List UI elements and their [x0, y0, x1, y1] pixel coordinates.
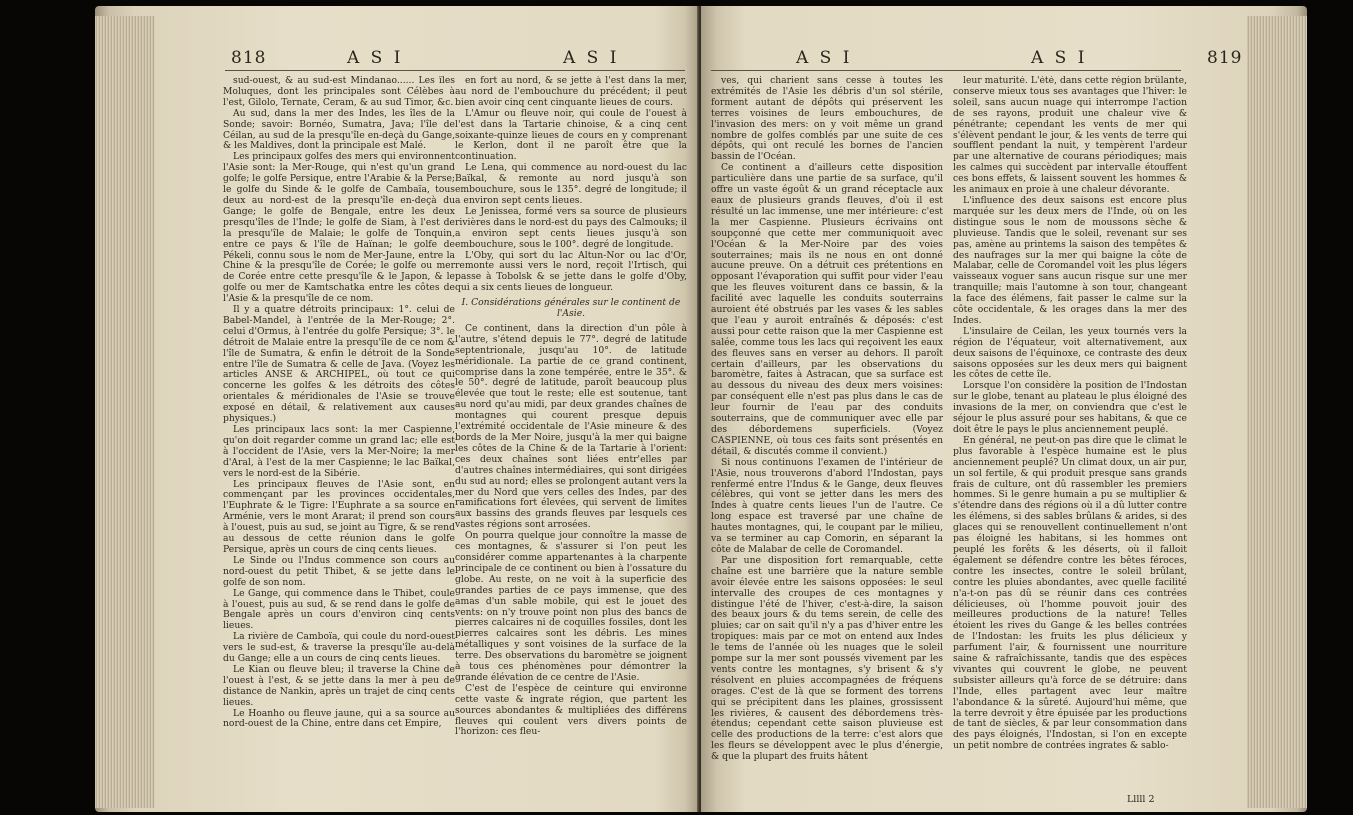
- paragraph: On pourra quelque jour connoître la masse de ces montagnes, & s'assurer si l'on peut les considérer comme appartenantes à la charpente principale de ce continent ou bien à l'ossature du globe. Au reste, on ne voit à la superficie des grandes parties de ce pays immense, que des amas d'un sable mobile, qui est le jouet des vents: on n'y trouve point non plus des bancs de pierres calcaires ni de coquilles fossiles, dont les pierres calcaires sont les débris. Les mines métalliques y sont voisines de la surface de la terre. Des observations du baromètre se joignent à tous ces phénomènes pour démontrer la grande élévation de ce centre de l'Asie.: [455, 530, 687, 683]
- left-page: [95, 6, 699, 812]
- paragraph: Au sud, dans la mer des Indes, les îles de la Sonde; savoir: Bornéo, Sumatra, Java; l'île de Céilan, au sud de la presqu'île en-deçà du Gange, & les Maldives, dont la principale est Malé.: [223, 107, 455, 152]
- paragraph: Il y a quatre détroits principaux: 1°. celui de Babel-Mandel, à l'entrée de la Mer-Rouge; 2°. celui d'Ormus, à l'entrée du golfe Persique; 3°. le détroit de Malaie entre la presqu'île de ce nom & l'île de Sumatra, & enfin le détroit de la Sonde entre l'île de Sumatra & celle de Java. (Voyez les articles ANSE & ARCHIPEL, où tout ce qui concerne les golfes & les détroits des côtes orientales & méridionales de l'Asie se trouve exposé en détail, & relativement aux causes physiques.): [223, 304, 455, 425]
- right-column-1: [711, 76, 943, 796]
- paragraph: Les principaux lacs sont: la mer Caspienne, qu'on doit regarder comme un grand lac; elle est à l'occident de l'Asie, vers la Mer-Noire; la mer d'Aral, à l'est de la mer Caspienne; le lac Baïkal, vers le nord-est de la Sibérie.: [223, 424, 455, 479]
- paragraph: en fort au nord, & se jette à l'est dans la mer, au nord de l'embouchure du précédent; il peut bien avoir cinq cent cinquante lieues de cours.: [455, 76, 687, 108]
- paragraph: sud-ouest, & au sud-est Mindanao...... Les îles Moluques, dont les principales sont Célèbes à l'est, Gilolo, Ternate, Ceram, & au sud Timor, &c.: [223, 76, 455, 108]
- paragraph: Le Hoanho ou fleuve jaune, qui a sa source au nord-ouest de la Chine, entre dans cet Empire,: [223, 707, 455, 730]
- running-head-left-1: A S I: [347, 48, 404, 68]
- page-edges-right: [1247, 16, 1307, 808]
- paragraph: Le Jenissea, formé vers sa source de plusieurs rivières dans le nord-est du pays des Calmouks; il a environ sept cents lieues jusqu'à son embouchure, sous le 100°. degré de longitude.: [455, 205, 687, 250]
- left-column-1: [223, 76, 455, 796]
- paragraph: En général, ne peut-on pas dire que le climat le plus favorable à l'espèce humaine est le plus anciennement peuplé? Un climat doux, un air pur, un sol fertile, & qui produit presque sans grands frais de culture, ont dû rassembler les premiers hommes. Si le genre humain a pu se multiplier & s'étendre dans des régions où il a dû lutter contre les élémens, si des sables brûlans & arides, si des glaces qui se renouvellent continuellement n'ont pas éloigné les habitans, si les hommes ont peuplé les forêts & les déserts, où il falloit également se défendre contre les bêtes féroces, contre les insectes, contre le soleil brûlant, contre les pluies abondantes, avec quelle facilité n'a-t-on pas dû se réunir dans ces contrées délicieuses, où l'homme pouvoit jouir des meilleures productions de la nature! Telles étoient les rives du Gange & les belles contrées de l'Indostan: les fruits les plus délicieux y parfument l'air, & fournissent une nourriture saine & rafraîchissante, tandis que des espèces vivantes qui couvrent le globe, ne peuvent subsister ailleurs qu'à force de se détruire: dans l'Inde, elles partagent avec leur maître l'abondance & la sûreté. Aujourd'hui même, que la terre devroit y être épuisée par les productions de tant de siècles, & par leur consommation dans des pays éloignés, l'Indostan, si l'on en excepte un petit nombre de contrées ingrates & sablo-: [953, 434, 1187, 752]
- paragraph: Le Kian ou fleuve bleu; il traverse la Chine de l'ouest à l'est, & se jette dans la mer à peu de distance de Nankin, après un trajet de cinq cents lieues.: [223, 663, 455, 708]
- running-head-left-2: A S I: [563, 48, 620, 68]
- left-column-2: [455, 76, 687, 796]
- running-head-right-1: A S I: [796, 48, 853, 68]
- paragraph: leur maturité. L'été, dans cette région brûlante, conserve mieux tous ses avantages que l'hiver: le soleil, sans aucun nuage qui interrompe l'action de ses rayons, produit une chaleur vive & pénétrante; cependant les vents de mer qui s'élèvent pendant le jour, & les vents de terre qui soufflent pendant la nuit, y tempèrent l'ardeur par une alternative de courans périodiques; mais les calmes qui succèdent par intervalle étouffent ces bons effets, & laissent souvent les hommes & les animaux en proie à une chaleur dévorante.: [953, 76, 1187, 196]
- paragraph: La rivière de Camboïa, qui coule du nord-ouest vers le sud-est, & traverse la presqu'île au-delà du Gange; elle a un cours de cinq cents lieues.: [223, 631, 455, 665]
- paragraph: L'Oby, qui sort du lac Altun-Nor ou lac d'Or, remonte aussi vers le nord, reçoit l'Irtisch, qui passe à Tobolsk & se jette dans le golfe d'Oby, qui a six cents lieues de longueur.: [455, 249, 687, 294]
- paragraph: Si nous continuons l'examen de l'intérieur de l'Asie, nous trouverons d'abord l'Indostan, pays renfermé entre l'Indus & le Gange, deux fleuves célèbres, qui vont se jetter dans les mers des Indes à quatre cents lieues l'un de l'autre. Ce long espace est traversé par une chaîne de hautes montagnes, qui, le coupant par le milieu, va se terminer au cap Comorin, en séparant la côte de Malabar de celle de Coromandel.: [711, 456, 943, 555]
- page-edges-left: [95, 16, 155, 808]
- folio-left: 818: [231, 48, 267, 68]
- paragraph: Les principaux fleuves de l'Asie sont, en commençant par les provinces occidentales, l'Euphrate & le Tigre: l'Euphrate a sa source en Arménie, vers le mont Ararat; il prend son cours à l'ouest, puis au sud, se joint au Tigre, & se rend au dessous de cette réunion dans le golfe Persique, après un cours de cinq cents lieues.: [223, 478, 455, 555]
- right-column-2: [953, 76, 1187, 782]
- paragraph: L'Amur ou fleuve noir, qui coule de l'ouest à l'est dans la Tartarie chinoise, & a cinq cent soixante-quinze lieues de cours en y comprenant le Kerlon, dont il ne paroît être que la continuation.: [455, 107, 687, 163]
- open-book: [95, 6, 1307, 812]
- folio-right: 819: [1207, 48, 1243, 68]
- paragraph: Par une disposition fort remarquable, cette chaîne est une barrière que la nature semble avoir élevée entre les saisons opposées: le seul intervalle des croupes de ces montagnes y distingue l'été de l'hiver, c'est-à-dire, la saison des beaux jours & du tems serein, de celle des pluies; car on sait qu'il n'y a pas d'hiver entre les tropiques: mais par ce mot on entend aux Indes le tems de l'année où les nuages que le soleil pompe sur la mer sont poussés vivement par les vents contre les montagnes, s'y brisent & s'y résolvent en pluies accompagnées de fréquens orages. C'est de là que se forment des torrens qui se précipitent dans les plaines, grossissent les rivières, & causent des débordemens très-étendus; cependant cette saison pluvieuse est celle des productions de la terre: c'est alors que les fleurs se développent avec le plus d'énergie, & que la plupart des fruits hâtent: [711, 554, 943, 763]
- paragraph: Le Gange, qui commence dans le Thibet, coule à l'ouest, puis au sud, & se rend dans le golfe de Bengale après un cours d'environ cinq cents lieues.: [223, 587, 455, 632]
- paragraph: ves, qui charient sans cesse à toutes les extrémités de l'Asie les débris d'un sol stérile, forment autant de dépôts qui préservent les terres voisines de leurs embouchures, de l'invasion des mers: on y voit même un grand nombre de golfes comblés par une suite de ces dépôts, qui ont reculé les bornes de l'ancien bassin de l'Océan.: [711, 76, 943, 163]
- paragraph: L'insulaire de Ceilan, les yeux tournés vers la région de l'équateur, voit alternativement, aux deux saisons de l'équinoxe, ce contraste des deux saisons opposées sur les deux mers qui baignent les côtes de cette île.: [953, 325, 1187, 381]
- right-page: [701, 6, 1307, 812]
- running-head-right-2: A S I: [1031, 48, 1088, 68]
- paragraph: Le Sinde ou l'Indus commence son cours au nord-ouest du petit Thibet, & se jette dans le golfe de son nom.: [223, 554, 455, 588]
- paragraph: C'est de l'espèce de ceinture qui environne cette vaste & ingrate région, que partent les sources abondantes & multipliées des différens fleuves qui coulent vers divers points de l'horizon: ces fleu-: [455, 682, 687, 738]
- paragraph: Ce continent, dans la direction d'un pôle à l'autre, s'étend depuis le 77°. degré de latitude septentrionale, jusqu'au 10°. de latitude méridionale. La partie de ce grand continent, comprise dans la zone tempérée, entre le 35°. & le 50°. degré de latitude, paroît beaucoup plus élevée que tout le reste; elle est soutenue, tant au nord qu'au midi, par deux grandes chaînes de montagnes qui courent presque depuis l'extrémité occidentale de l'Asie mineure & des bords de la Mer Noire, jusqu'à la mer qui baigne les côtes de la Chine & de la Tartarie à l'orient: ces deux chaînes sont liées entr'elles par d'autres chaînes intermédiaires, qui sont dirigées du sud au nord; elles se prolongent autant vers la mer du Nord que vers celles des Indes, par des ramifications fort élevées, qui servent de limites aux bassins des grands fleuves par lesquels ces vastes régions sont arrosées.: [455, 322, 687, 531]
- header-rule-left: [225, 70, 685, 71]
- paragraph: Lorsque l'on considère la position de l'Indostan sur le globe, tenant au plateau le plus éloigné des invasions de la mer, on conviendra que c'est le séjour le plus assuré pour ses habitans, & que ce doit être le pays le plus anciennement peuplé.: [953, 380, 1187, 435]
- paragraph: Le Lena, qui commence au nord-ouest du lac Baïkal, & remonte au nord jusqu'à son embouchure, sous le 135°. degré de longitude; il a environ sept cents lieues.: [455, 162, 687, 206]
- paragraph: Ce continent a d'ailleurs cette disposition particulière dans une partie de sa surface, qu'il offre un vaste égoût & un grand réceptacle aux eaux de plusieurs grands fleuves, d'où il est résulté un lac immense, une mer intérieure: c'est la mer Caspienne. Plusieurs écrivains ont soupçonné que cette mer communiquoit avec l'Océan & la Mer-Noire par des voies souterraines; mais ils ne nous en ont donné aucune preuve. On a détruit ces prétentions en opposant l'évaporation qui suffit pour vider l'eau que les fleuves voiturent dans ce bassin, & la facilité avec laquelle les conduits souterrains auroient été obstrués par les vases & les sables que l'eau y auroit entraînés & déposés: c'est aussi pour cette raison que la mer Caspienne est salée, comme tous les lacs qui reçoivent les eaux des fleuves sans en verser au dehors. Il paroît certain d'ailleurs, par les observations du baromètre, faites à Astracan, que sa surface est au dessous du niveau des deux mers voisines: par conséquent elle n'est pas plus dans le cas de leur fournir de l'eau par des conduits souterrains, que de communiquer avec elle par des débordemens superficiels. (Voyez CASPIENNE, où tous ces faits sont présentés en détail, & discutés comme il convient.): [711, 162, 943, 457]
- section-heading: I. Considérations générales sur le continent de l'Asie.: [461, 297, 681, 320]
- signature-mark: Lllll 2: [1127, 794, 1155, 805]
- header-rule-right: [711, 70, 1181, 71]
- paragraph: L'influence des deux saisons est encore plus marquée sur les deux mers de l'Inde, où on les distingue sous le nom de moussons sèche & pluvieuse. Tandis que le soleil, revenant sur ses pas, amène au printems la saison des tempêtes & des naufrages sur la mer qui baigne la côte de Malabar, celle de Coromandel voit les plus légers vaisseaux voguer sans aucun risque sur une mer tranquille; mais l'automne à son tour, changeant la face des élémens, fait passer le calme sur la côte occidentale, & les orages dans la mer des Indes.: [953, 194, 1187, 326]
- paragraph: Les principaux golfes des mers qui environnent l'Asie sont: la Mer-Rouge, qui n'est qu'un grand golfe; le golfe Persique, entre l'Arabie & la Perse; le golfe du Sinde & le golfe de Cambaïa, tous deux au nord-est de la presqu'île en-deçà du Gange; le golfe de Bengale, entre les deux presqu'îles de l'Inde; le golfe de Siam, à l'est de la presqu'île de Malaie; le golfe de Tonquin, entre ce pays & l'île de Haïnan; le golfe de Pékeli, connu sous le nom de Mer-Jaune, entre la Chine & la presqu'île de Corée; le golfe ou mer de Corée entre cette presqu'île & le Japon, & le golfe ou mer de Kamtschatka entre les côtes de l'Asie & la presqu'île de ce nom.: [223, 151, 455, 305]
